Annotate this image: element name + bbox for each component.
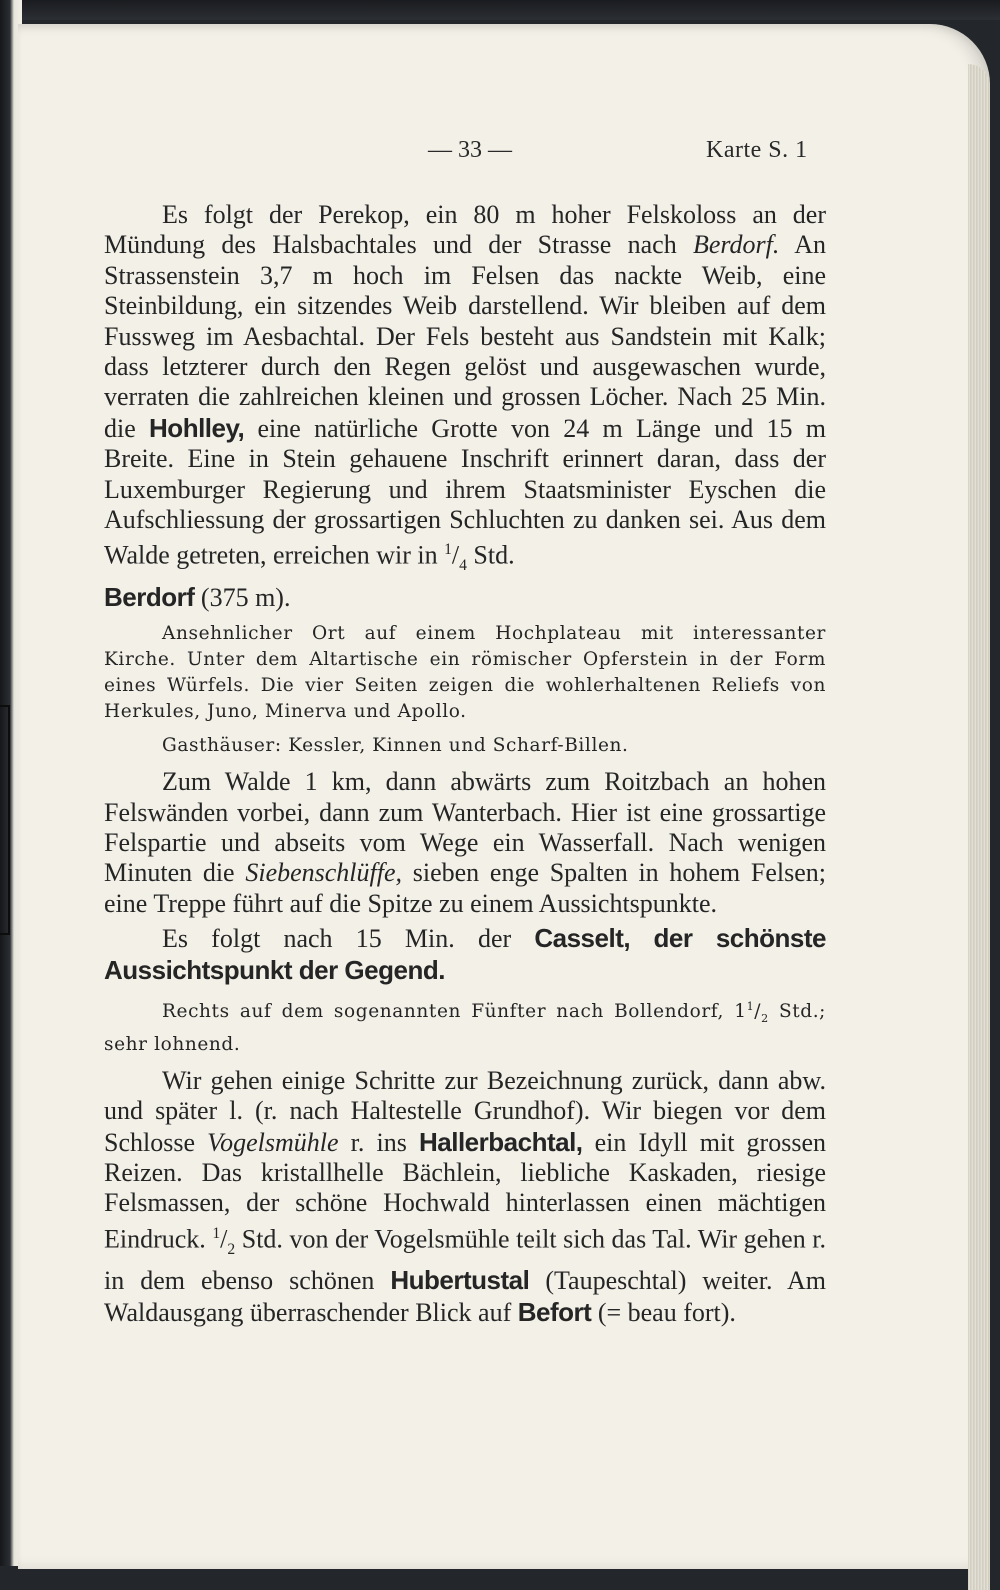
fraction-numerator: 1 <box>212 1224 221 1242</box>
text-run: Std.; sehr lohnend. <box>104 1001 827 1055</box>
map-reference: Karte S. 1 <box>706 137 808 163</box>
text-run: Std. von der Vogelsmühle teilt sich das Tal. Wir gehen r. in dem ebenso schönen <box>104 1224 826 1296</box>
text-run: ein Idyll mit grossen Reizen. Das kristallhelle Bächlein, liebliche Kaskaden, riesige Felsmassen, der schöne Hochwald hinterlassen einen mächtigen Eindruck. <box>104 1127 826 1254</box>
text-run: sieben enge Spalten in hohem Felsen; eine Treppe führt auf die Spitze zu einem Aussichtspunkte. <box>104 858 826 918</box>
page-number: — 33 — <box>428 137 512 163</box>
note-berdorf: Ansehnlicher Ort auf einem Hochplateau mit interessanter Kirche. Unter dem Altartische ein römischer Opferstein in der Form eines Würfels. Die vier Seiten zeigen die wohlerhaltenen Reliefs von Herkules, Juno, Minerva und Apollo. <box>104 623 826 723</box>
place-berdorf: Berdorf <box>104 581 195 612</box>
place-siebenschluffe: Siebenschlüffe, <box>245 858 403 888</box>
binding-tab-mark <box>0 705 10 935</box>
place-befort: Befort <box>517 1296 592 1327</box>
fraction-denominator: 2 <box>227 1240 236 1258</box>
fraction-denominator: 4 <box>459 557 467 575</box>
place-hohlley: Hohlley, <box>149 412 245 443</box>
page-header <box>0 137 1000 177</box>
text-run: Es folgt der Perekop, ein 80 m hoher Felskoloss an der Mündung des Halsbachtales und der Strasse nach <box>104 200 826 260</box>
text-run: (= beau fort). <box>591 1297 736 1327</box>
text-run: (375 m). <box>194 582 291 612</box>
place-berdorf-italic: Berdorf. <box>692 230 780 260</box>
page-body <box>104 200 826 1332</box>
text-run: r. ins <box>338 1127 419 1157</box>
fraction-numerator: 1 <box>444 541 452 559</box>
text-run: Es folgt nach 15 Min. der <box>162 924 535 954</box>
place-hallerbachtal: Hallerbachtal, <box>419 1126 583 1157</box>
text-run: eine natürliche Grotte von 24 m Länge und 15 m Breite. Eine in Stein gehauene Inschrift erinnert daran, dass der Luxemburger Regierung und ihrem Staatsminister Eyschen die Aufschliessung der grossartigen Schluchten zu danken sei. Aus dem Walde getreten, erreichen wir in <box>104 413 826 571</box>
place-hubertustal: Hubertustal <box>390 1265 530 1296</box>
place-casselt: Casselt, der schönste Aussichtspunkt der Gegend. <box>104 923 826 985</box>
fraction-denominator: 2 <box>761 1011 769 1025</box>
text-run: Wir gehen einige Schritte zur Bezeichnung zurück, dann abw. und später l. (r. nach Haltestelle Grundhof). Wir biegen vor dem Schlosse <box>104 1065 826 1157</box>
page-edges <box>968 64 990 1590</box>
fraction-numerator: 1 <box>746 999 755 1013</box>
text-run: An Strassenstein 3,7 m hoch im Felsen das nackte Weib, eine Steinbildung, ein sitzendes Weib darstellend. Wir bleiben auf dem Fussweg im Aesbachtal. Der Fels besteht aus Sandstein mit Kalk; dass letzterer durch den Regen gelöst und ausgewaschen wurde, verraten die zahlreichen kleinen und grossen Löcher. Nach 25 Min. die <box>104 230 826 443</box>
text-run: Rechts auf dem sogenannten Fünfter nach Bollendorf, 1 <box>162 1001 747 1023</box>
book-binding-top <box>0 0 1000 20</box>
note-fuenfter: Rechts auf dem sogenannten Fünfter nach Bollendorf, $1^1/_2$ Std.; sehr lohnend. <box>104 999 827 1055</box>
note-gasthaeuser: Gasthäuser: Kessler, Kinnen und Scharf-Billen. <box>162 735 629 757</box>
text-run: Std. <box>466 541 515 571</box>
text-run: Zum Walde 1 km, dann abwärts zum Roitzbach an hohen Felswänden vorbei, dann zum Wanterbach. Hier ist eine grossartige Felspartie und abseits vom Wege ein Wasserfall. Nach wenigen Minuten die <box>104 767 826 888</box>
paragraph-walde <box>104 767 826 919</box>
paragraph-cassel <box>104 923 826 986</box>
paragraph-perekop: Es folgt der Perekop, ein 80 m hoher Felskoloss an der Mündung des Halsbachtales und der Strasse nach Berdorf. An Strassenstein 3,7 m hoch im Felsen das nackte Weib, eine Steinbildung, ein sitzendes Weib darstellend. Wir bleiben auf dem Fussweg im Aesbachtal. Der Fels besteht aus Sandstein mit Kalk; dass letzterer durch den Regen gelöst und ausgewaschen wurde, verraten die zahlreichen kleinen und grossen Löcher. Nach 25 Min. die Hohlley, eine natürliche Grotte von 24 m Länge und 15 m Breite. Eine in Stein gehauene Inschrift erinnert daran, dass der Luxemburger Regierung und ihrem Staatsminister Eyschen die Aufschliessung der grossartigen Schluchten zu danken sei. Aus dem Walde getreten, erreichen wir in $^1/_4$ Std. Berdorf (375 m). <box>104 200 826 612</box>
paragraph-hallerbachtal: Wir gehen einige Schritte zur Bezeichnung zurück, dann abw. und später l. (r. nach Haltestelle Grundhof). Wir biegen vor dem Schlosse Vogelsmühle r. ins Hallerbachtal, ein Idyll mit grossen Reizen. Das kristallhelle Bächlein, liebliche Kaskaden, riesige Felsmassen, der schöne Hochwald hinterlassen einen mächtigen Eindruck. $^1/_2$ Std. von der Vogelsmühle teilt sich das Tal. Wir gehen r. in dem ebenso schönen Hubertustal (Taupeschtal) weiter. Am Waldausgang überraschender Blick auf Befort (= beau fort). <box>104 1065 827 1327</box>
text-run: (Taupeschtal) weiter. Am Waldausgang überraschender Blick auf <box>104 1266 827 1327</box>
place-vogelsmuehle: Vogelsmühle <box>207 1127 339 1157</box>
